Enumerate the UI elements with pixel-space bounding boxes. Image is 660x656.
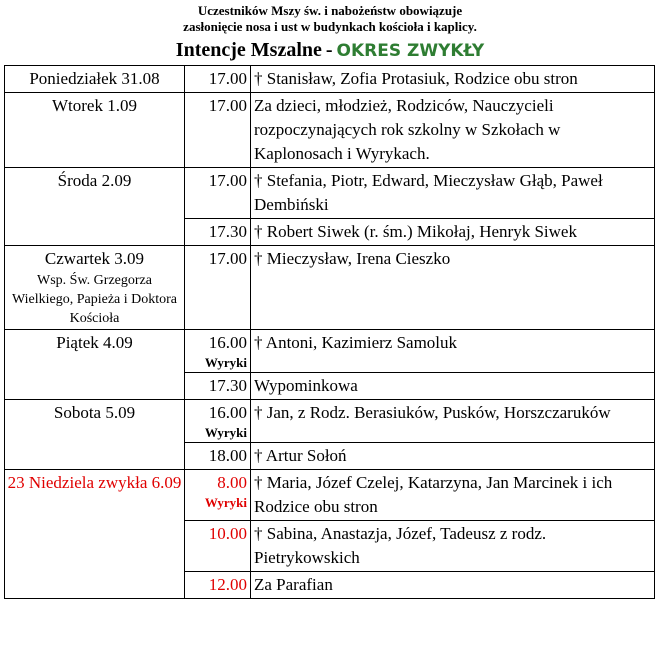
mass-time: 17.00	[208, 69, 247, 88]
intention-cell: Za dzieci, młodzież, Rodziców, Nauczycieli rozpoczynających rok szkolny w Szkołach w Kaplonosach i Wyrykach.	[251, 93, 655, 168]
intention-cell: † Mieczysław, Irena Cieszko	[251, 246, 655, 330]
mass-time: 17.30	[208, 222, 247, 241]
mass-time: 10.00	[208, 524, 247, 543]
day-cell	[5, 330, 185, 400]
mass-intentions-table	[4, 65, 655, 599]
day-cell	[5, 93, 185, 168]
day-label: Środa 2.09	[57, 171, 132, 190]
mass-time: 17.00	[208, 171, 247, 190]
schedule-row	[5, 246, 655, 330]
feast-note: Wsp. Św. Grzegorza Wielkiego, Papieża i Doktora Kościoła	[11, 273, 178, 326]
mass-time: 17.00	[208, 96, 247, 115]
schedule-row	[5, 66, 655, 93]
time-cell	[185, 246, 251, 330]
day-label: Wtorek 1.09	[52, 96, 137, 115]
time-cell	[185, 66, 251, 93]
notice-line-2: zasłonięcie nosa i ust w budynkach kościoła i kaplicy.	[183, 19, 477, 34]
schedule-row	[5, 470, 655, 521]
intention-cell: † Maria, Józef Czelej, Katarzyna, Jan Marcinek i ich Rodzice obu stron	[251, 470, 655, 521]
intention-cell: † Antoni, Kazimierz Samoluk	[251, 330, 655, 373]
day-label: 23 Niedziela zwykła 6.09	[7, 473, 182, 492]
schedule-row	[5, 330, 655, 373]
day-cell	[5, 400, 185, 470]
mass-time: 17.30	[208, 376, 247, 395]
day-label: Czwartek 3.09	[44, 249, 145, 268]
day-cell	[5, 470, 185, 599]
time-cell	[185, 443, 251, 470]
schedule-row	[5, 93, 655, 168]
day-cell	[5, 246, 185, 330]
mass-time: 18.00	[208, 446, 247, 465]
time-cell	[185, 521, 251, 572]
notice	[0, 0, 660, 35]
intention-cell: † Artur Sołoń	[251, 443, 655, 470]
intention-cell: † Stanisław, Zofia Protasiuk, Rodzice obu stron	[251, 66, 655, 93]
mass-time: 17.00	[208, 249, 247, 268]
intention-cell: † Stefania, Piotr, Edward, Mieczysław Głąb, Paweł Dembiński	[251, 168, 655, 219]
page-heading	[0, 35, 660, 65]
liturgical-period: OKRES ZWYKŁY	[336, 41, 485, 61]
time-cell	[185, 168, 251, 219]
mass-time: 12.00	[208, 575, 247, 594]
mass-time: 16.00	[208, 403, 247, 422]
time-cell	[185, 373, 251, 400]
schedule-row	[5, 400, 655, 443]
intention-cell: Wypominkowa	[251, 373, 655, 400]
day-cell	[5, 168, 185, 246]
page-title: Intencje Mszalne	[175, 39, 322, 61]
day-label: Piątek 4.09	[56, 333, 133, 352]
intention-cell: † Sabina, Anastazja, Józef, Tadeusz z rodz. Pietrykowskich	[251, 521, 655, 572]
mass-location: Wyryki	[204, 495, 247, 510]
intention-cell: Za Parafian	[251, 572, 655, 599]
title-separator: -	[325, 39, 333, 61]
time-cell	[185, 572, 251, 599]
day-label: Sobota 5.09	[53, 403, 136, 422]
mass-time: 8.00	[217, 473, 247, 492]
notice-line-1: Uczestników Mszy św. i nabożeństw obowiązuje	[197, 3, 463, 18]
mass-location: Wyryki	[204, 355, 247, 370]
time-cell	[185, 93, 251, 168]
mass-time: 16.00	[208, 333, 247, 352]
intention-cell: † Robert Siwek (r. śm.) Mikołaj, Henryk Siwek	[251, 219, 655, 246]
day-cell	[5, 66, 185, 93]
time-cell	[185, 330, 251, 373]
day-label: Poniedziałek 31.08	[29, 69, 160, 88]
schedule-row	[5, 168, 655, 219]
time-cell	[185, 219, 251, 246]
time-cell	[185, 400, 251, 443]
time-cell	[185, 470, 251, 521]
mass-location: Wyryki	[204, 425, 247, 440]
intention-cell: † Jan, z Rodz. Berasiuków, Pusków, Horszczaruków	[251, 400, 655, 443]
